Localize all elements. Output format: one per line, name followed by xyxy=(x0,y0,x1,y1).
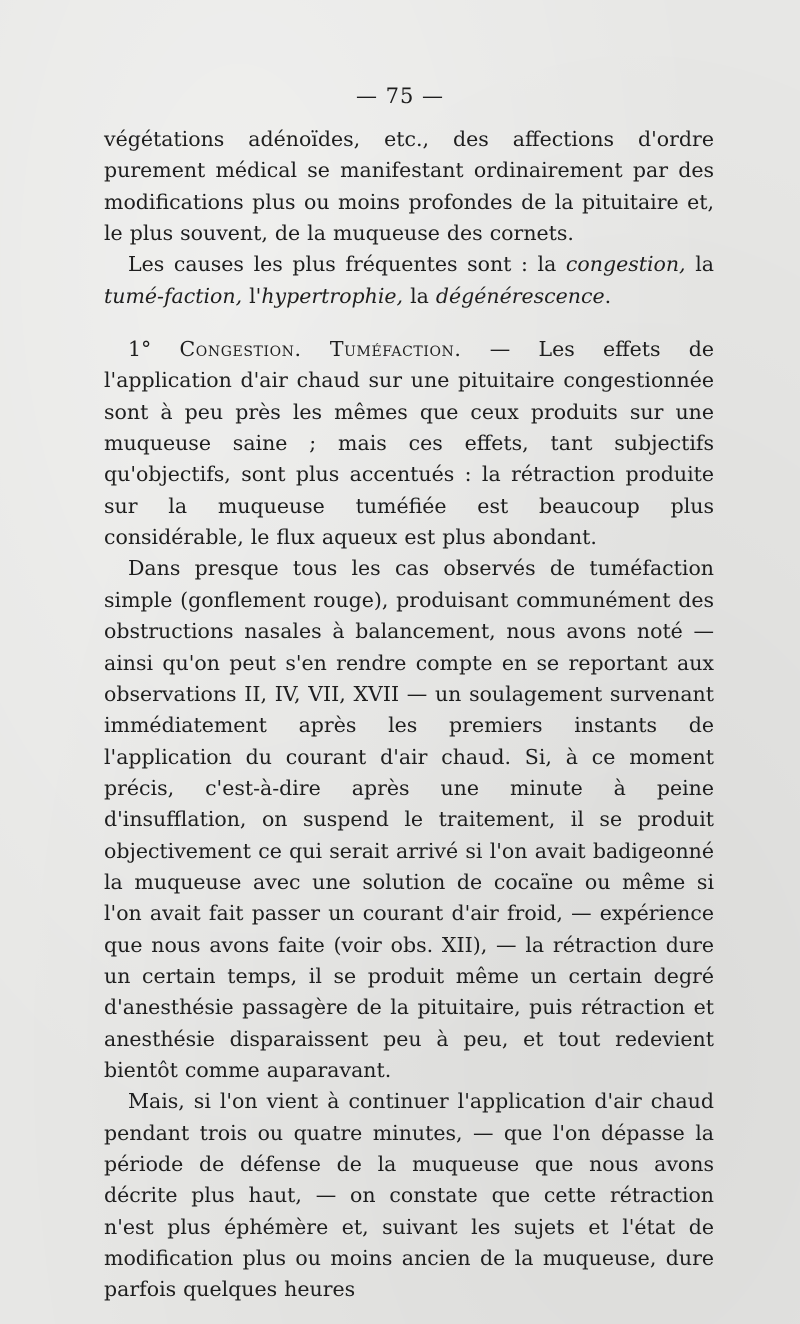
paragraph-continuation-hot-air: Mais, si l'on vient à continuer l'application d'air chaud pendant trois ou quatre minutes, — que l'on dépasse la période de défense de la muqueuse que nous avons décrite plus haut, — on constate que cette rétraction n'est plus éphémère et, suivant les sujets et l'état de modification plus ou moins ancien de la muqueuse, dure parfois quelques heures xyxy=(104,1089,714,1302)
causes-sep-2: l' xyxy=(242,283,262,308)
paragraph-observations: Dans presque tous les cas observés de tuméfaction simple (gonflement rouge), produisant communément des obstructions nasales à balancement, nous avons noté — ainsi qu'on peut s'en rendre compte en se reportant aux observations II, IV, VII, XVII — un soulagement survenant immédiatement après les premiers instants de l'application du courant d'air chaud. Si, à ce moment précis, c'est-à-dire après une minute à peine d'insufflation, on suspend le traitement, il se produit objectivement ce qui serait arrivé si l'on avait badigeonné la muqueuse avec une solution de cocaïne ou même si l'on avait fait passer un courant d'air froid, — expérience que nous avons faite (voir obs. XII), — la rétraction dure un certain temps, il se produit même un certain degré d'anesthésie passagère de la pituitaire, puis rétraction et anesthésie disparaissent peu à peu, et tout redevient bientôt comme auparavant. xyxy=(104,556,714,1082)
paragraph-section-congestion xyxy=(104,334,714,553)
term-hypertrophie: hypertrophie, xyxy=(261,283,404,308)
causes-sep-1: la xyxy=(685,252,714,277)
body-text xyxy=(104,124,714,1306)
causes-end: . xyxy=(604,283,612,308)
page-number: — 75 — xyxy=(355,84,445,108)
section-number: 1° xyxy=(128,337,180,362)
term-degenerescence: dégénérescence xyxy=(435,283,605,308)
section-heading-tumefaction: Tuméfaction. xyxy=(329,337,462,362)
section-heading-congestion: Congestion. xyxy=(179,337,302,362)
section-text: — Les effets de l'application d'air chaud sur une pituitaire congestionnée sont à peu près les mêmes que ceux produits sur une muqueuse saine ; mais ces effets, tant subjectifs qu'objectifs, sont plus accentués : la rétraction produite sur la muqueuse tuméfiée est beaucoup plus considérable, le flux aqueux est plus abondant. xyxy=(104,337,714,550)
paragraph-causes xyxy=(104,249,714,312)
term-congestion: congestion, xyxy=(565,252,686,277)
term-tumefaction: tumé-faction, xyxy=(104,283,243,308)
paragraph-continuation: végétations adénoïdes, etc., des affections d'ordre purement médical se manifestant ordinairement par des modifications plus ou moins profondes de la pituitaire et, le plus souvent, de la muqueuse des cornets. xyxy=(104,127,714,246)
causes-lead: Les causes les plus fréquentes sont : la xyxy=(128,252,566,277)
causes-sep-3: la xyxy=(403,283,436,308)
